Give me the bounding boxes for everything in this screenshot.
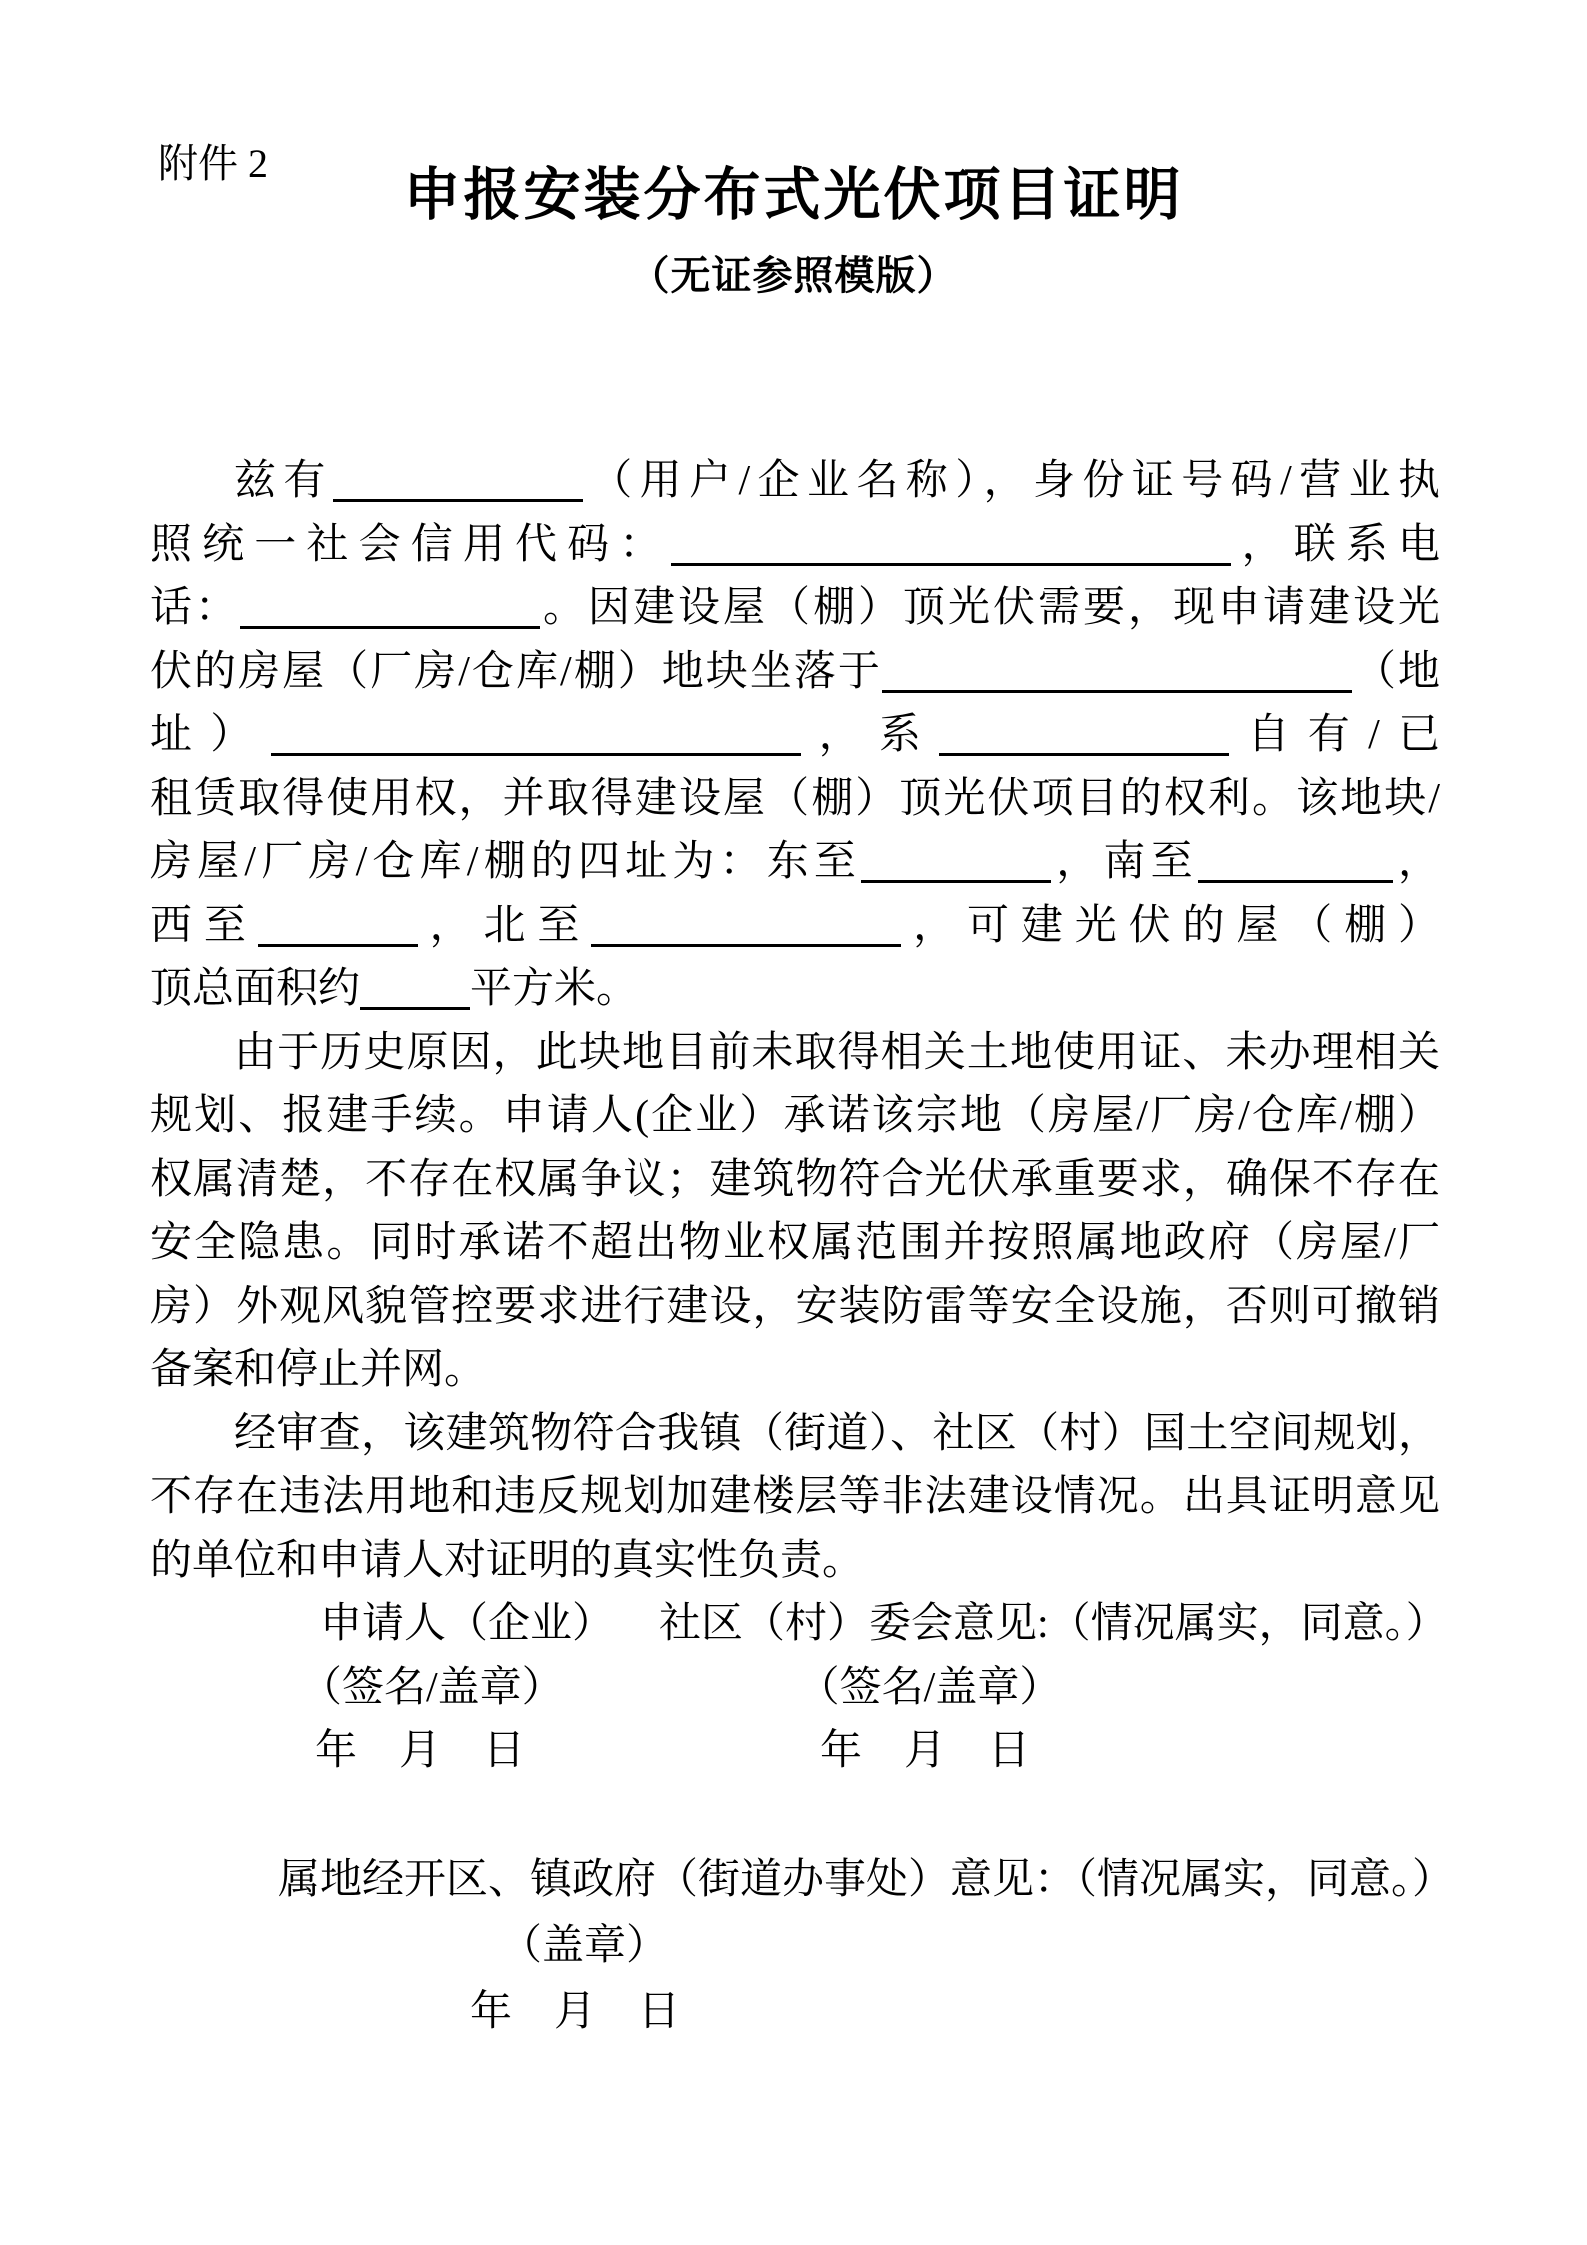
applicant-sign-label: （签名/盖章） <box>300 1664 564 1711</box>
text-run: ，可建光伏的屋（棚） <box>901 902 1440 949</box>
document-title: 申报安装分布式光伏项目证明 <box>403 164 1184 227</box>
blank-field <box>360 1001 470 1010</box>
paragraph <box>150 1403 1440 1594</box>
text-run: 伏的房屋（厂房/仓库/棚）地块坐落于 <box>150 648 882 695</box>
signature-row-sign <box>150 1657 1440 1721</box>
footer-date-line <box>150 1979 1440 2045</box>
body-line <box>150 1022 1440 1086</box>
text-run: ，南至 <box>1051 839 1198 885</box>
text-run: 兹有 <box>234 458 333 504</box>
government-opinion: 属地经开区、镇政府（街道办事处）意见：（情况属实，同意。） <box>278 1857 1455 1903</box>
body-line <box>150 704 1440 768</box>
text-run: 备案和停止并网。 <box>150 1347 487 1393</box>
blank-field <box>1198 874 1393 883</box>
body-line <box>150 1466 1440 1530</box>
blank-field <box>861 874 1051 883</box>
body-line <box>150 895 1440 959</box>
text-run: 西至 <box>150 902 258 949</box>
body-line <box>150 1212 1440 1276</box>
document-body <box>150 450 1455 2045</box>
text-run: 经审查，该建筑物符合我镇（街道）、社区（村）国土空间规划， <box>234 1410 1440 1457</box>
body-line <box>150 577 1440 641</box>
body-line <box>150 1085 1440 1149</box>
paragraph <box>150 450 1440 1022</box>
body-line <box>150 1403 1440 1467</box>
text-run: ，北至 <box>417 902 592 949</box>
blank-field <box>882 684 1352 693</box>
body-line <box>150 1530 1440 1594</box>
government-opinion-line <box>150 1847 1455 1913</box>
blank-field <box>258 938 418 947</box>
blank-field <box>271 747 801 756</box>
body-line <box>150 641 1440 705</box>
text-run: ，系 <box>800 712 940 758</box>
text-run: 自有/已 <box>1229 712 1440 758</box>
text-run: 平方米。 <box>470 966 639 1012</box>
blank-field <box>591 938 901 947</box>
paragraph <box>150 1022 1440 1403</box>
text-run: 规划、报建手续。申请人(企业）承诺该宗地（房屋/厂房/仓库/棚） <box>150 1093 1440 1139</box>
text-run: 。因建设屋（棚）顶光伏需要，现申请建设光 <box>540 585 1440 631</box>
text-run: 不存在违法用地和违反规划加建楼层等非法建设情况。出具证明意见 <box>150 1474 1440 1520</box>
signature-row-labels <box>150 1593 1448 1657</box>
text-run: ， <box>1392 839 1440 885</box>
committee-opinion-label: 社区（村）委会意见:（情况属实，同意。） <box>659 1601 1448 1647</box>
body-line <box>150 831 1440 895</box>
blank-field <box>939 747 1229 756</box>
applicant-date: 年 月 日 <box>315 1728 526 1774</box>
text-run: （用户/企业名称），身份证号码/营业执 <box>582 458 1440 504</box>
footer-date: 年 月 日 <box>470 1989 681 2035</box>
text-run: ，联系电 <box>1231 521 1440 568</box>
text-run: 租赁取得使用权，并取得建设屋（棚）顶光伏项目的权利。该地块/ <box>150 775 1440 822</box>
body-line <box>150 514 1440 578</box>
committee-date: 年 月 日 <box>820 1728 1031 1774</box>
body-line <box>150 1339 1440 1403</box>
seal-line <box>150 1913 1440 1979</box>
committee-sign-label: （签名/盖章） <box>818 1664 1062 1711</box>
body-line <box>150 768 1440 832</box>
text-run: 址） <box>150 712 271 758</box>
blank-field <box>333 493 583 502</box>
text-run: 由于历史原因，此块地目前未取得相关土地使用证、未办理相关 <box>234 1029 1440 1076</box>
document-subtitle: （无证参照模版） <box>629 253 958 298</box>
text-run: （地 <box>1351 648 1440 695</box>
text-run: 话： <box>150 585 240 631</box>
footer-block <box>150 1847 1455 2045</box>
signature-row-date <box>150 1720 1440 1784</box>
text-run: 房屋/厂房/仓库/棚的四址为：东至 <box>150 839 862 885</box>
body-line <box>150 450 1440 514</box>
text-run: 安全隐患。同时承诺不超出物业权属范围并按照属地政府（房屋/厂 <box>150 1220 1440 1266</box>
attachment-label: 附件 2 <box>158 141 268 186</box>
blank-field <box>671 557 1231 566</box>
seal-label: （盖章） <box>500 1923 669 1969</box>
text-run: 顶总面积约 <box>150 966 361 1012</box>
body-line <box>150 1276 1440 1340</box>
text-run: 照统一社会信用代码： <box>150 521 672 568</box>
applicant-label: 申请人（企业） <box>320 1601 615 1647</box>
body-line <box>150 958 1440 1022</box>
paragraphs-container <box>150 450 1440 1593</box>
blank-field <box>240 620 540 629</box>
text-run: 的单位和申请人对证明的真实性负责。 <box>150 1537 865 1584</box>
text-run: 权属清楚，不存在权属争议；建筑物符合光伏承重要求，确保不存在 <box>150 1156 1440 1203</box>
body-line <box>150 1149 1440 1213</box>
text-run: 房）外观风貌管控要求进行建设，安装防雷等安全设施，否则可撤销 <box>150 1283 1440 1330</box>
